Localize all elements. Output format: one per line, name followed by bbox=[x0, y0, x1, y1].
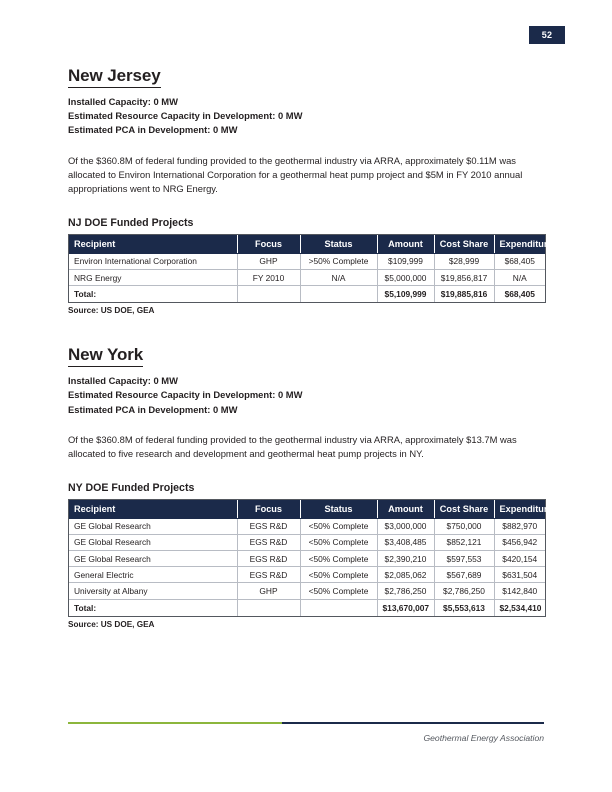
column-header-amount: Amount bbox=[377, 235, 434, 254]
stat-installed-capacity: Installed Capacity: 0 MW bbox=[68, 96, 178, 107]
column-header-focus: Focus bbox=[237, 500, 300, 519]
cell-expenditure: $420,154 bbox=[494, 551, 545, 567]
cell-cost-share: $2,786,250 bbox=[434, 583, 494, 599]
column-header-focus: Focus bbox=[237, 235, 300, 254]
stat-pca-development: Estimated PCA in Development: 0 MW bbox=[68, 403, 238, 415]
column-header-status: Status bbox=[300, 235, 377, 254]
cell-status: >50% Complete bbox=[300, 253, 377, 269]
stat-installed-capacity: Installed Capacity: 0 MW bbox=[68, 375, 178, 387]
cell-status: <50% Complete bbox=[300, 551, 377, 567]
cell-recipient: NRG Energy bbox=[69, 270, 237, 286]
footer-divider bbox=[68, 722, 544, 724]
cell-total-expenditure: $2,534,410 bbox=[494, 599, 545, 616]
cell-amount: $2,786,250 bbox=[377, 583, 434, 599]
cell-status: <50% Complete bbox=[300, 518, 377, 534]
table-total-row bbox=[69, 286, 545, 303]
cell-focus: GHP bbox=[237, 253, 300, 269]
cell-recipient: GE Global Research bbox=[69, 518, 237, 534]
cell-status: <50% Complete bbox=[300, 567, 377, 583]
cell-expenditure: $456,942 bbox=[494, 534, 545, 550]
footer-organization: Geothermal Energy Association bbox=[423, 733, 544, 743]
column-header-recipient: Recipient bbox=[69, 500, 237, 519]
table-header-row bbox=[69, 235, 545, 254]
cell-focus: EGS R&D bbox=[237, 551, 300, 567]
cell-amount: $3,000,000 bbox=[377, 518, 434, 534]
table-row bbox=[69, 583, 545, 599]
cell-focus: EGS R&D bbox=[237, 567, 300, 583]
section-paragraph: Of the $360.8M of federal funding provided to the geothermal industry via ARRA, approximately $0.11M was allocated to Environ International Corporation for a geothermal heat pump project and $5M in FY 2010 annual appropriations went to NRG Energy. bbox=[68, 154, 523, 195]
column-header-expenditure: Expenditure bbox=[494, 500, 545, 519]
table-row bbox=[69, 518, 545, 534]
page-title: New York bbox=[68, 345, 143, 367]
cell-recipient: General Electric bbox=[69, 567, 237, 583]
cell-total-focus bbox=[237, 286, 300, 303]
cell-focus: EGS R&D bbox=[237, 518, 300, 534]
cell-cost-share: $567,689 bbox=[434, 567, 494, 583]
cell-total-amount: $13,670,007 bbox=[377, 599, 434, 616]
cell-expenditure: $142,840 bbox=[494, 583, 545, 599]
section-new-jersey bbox=[68, 66, 553, 316]
cell-cost-share: $852,121 bbox=[434, 534, 494, 550]
cell-total-expenditure: $68,405 bbox=[494, 286, 545, 303]
cell-cost-share: $750,000 bbox=[434, 518, 494, 534]
cell-focus: GHP bbox=[237, 583, 300, 599]
stat-resource-capacity: Estimated Resource Capacity in Development: 0 MW bbox=[68, 389, 303, 401]
table-caption: NJ DOE Funded Projects bbox=[68, 216, 194, 229]
column-header-cost-share: Cost Share bbox=[434, 500, 494, 519]
cell-total-cost-share: $19,885,816 bbox=[434, 286, 494, 303]
cell-amount: $2,085,062 bbox=[377, 567, 434, 583]
column-header-cost-share: Cost Share bbox=[434, 235, 494, 254]
stats-block bbox=[68, 374, 544, 417]
cell-amount: $5,000,000 bbox=[377, 270, 434, 286]
cell-recipient: GE Global Research bbox=[69, 534, 237, 550]
cell-expenditure: $882,970 bbox=[494, 518, 545, 534]
column-header-recipient: Recipient bbox=[69, 235, 237, 254]
cell-amount: $2,390,210 bbox=[377, 551, 434, 567]
cell-amount: $109,999 bbox=[377, 253, 434, 269]
stat-resource-capacity: Estimated Resource Capacity in Development: 0 MW bbox=[68, 110, 303, 122]
cell-cost-share: $28,999 bbox=[434, 253, 494, 269]
table-row bbox=[69, 551, 545, 567]
cell-amount: $3,408,485 bbox=[377, 534, 434, 550]
table-source: Source: US DOE, GEA bbox=[68, 619, 155, 629]
table-caption: NY DOE Funded Projects bbox=[68, 481, 195, 494]
cell-total-label: Total: bbox=[69, 286, 237, 303]
table-container bbox=[68, 234, 553, 303]
cell-status: N/A bbox=[300, 270, 377, 286]
cell-total-focus bbox=[237, 599, 300, 616]
cell-recipient: Environ International Corporation bbox=[69, 253, 237, 269]
cell-total-cost-share: $5,553,613 bbox=[434, 599, 494, 616]
table-source: Source: US DOE, GEA bbox=[68, 306, 155, 316]
ny-doe-funded-projects-table bbox=[69, 500, 553, 616]
column-header-status: Status bbox=[300, 500, 377, 519]
nj-doe-funded-projects-table bbox=[69, 235, 553, 302]
cell-focus: FY 2010 bbox=[237, 270, 300, 286]
cell-expenditure: $631,504 bbox=[494, 567, 545, 583]
table-header-row bbox=[69, 500, 545, 519]
cell-total-status bbox=[300, 286, 377, 303]
cell-status: <50% Complete bbox=[300, 583, 377, 599]
cell-total-status bbox=[300, 599, 377, 616]
column-header-expenditure: Expenditure bbox=[494, 235, 545, 254]
cell-total-amount: $5,109,999 bbox=[377, 286, 434, 303]
cell-expenditure: N/A bbox=[494, 270, 545, 286]
cell-expenditure: $68,405 bbox=[494, 253, 545, 269]
cell-focus: EGS R&D bbox=[237, 534, 300, 550]
stats-block bbox=[68, 95, 544, 138]
page-number-badge: 52 bbox=[529, 26, 565, 44]
table-container bbox=[68, 499, 553, 617]
section-spacer bbox=[68, 315, 544, 345]
table-total-row bbox=[69, 599, 545, 616]
table-row bbox=[69, 567, 545, 583]
table-row bbox=[69, 253, 545, 269]
stat-pca-development: Estimated PCA in Development: 0 MW bbox=[68, 124, 238, 136]
table-row bbox=[69, 534, 545, 550]
page-title: New Jersey bbox=[68, 66, 161, 88]
table-row bbox=[69, 270, 545, 286]
cell-recipient: University at Albany bbox=[69, 583, 237, 599]
column-header-amount: Amount bbox=[377, 500, 434, 519]
cell-recipient: GE Global Research bbox=[69, 551, 237, 567]
cell-status: <50% Complete bbox=[300, 534, 377, 550]
cell-cost-share: $597,553 bbox=[434, 551, 494, 567]
section-paragraph: Of the $360.8M of federal funding provided to the geothermal industry via ARRA, approximately $13.7M was allocated to five research and development and geothermal heat pump projects in NY. bbox=[68, 433, 517, 460]
section-new-york bbox=[68, 345, 553, 629]
cell-total-label: Total: bbox=[69, 599, 237, 616]
cell-cost-share: $19,856,817 bbox=[434, 270, 494, 286]
page-content bbox=[68, 66, 553, 629]
